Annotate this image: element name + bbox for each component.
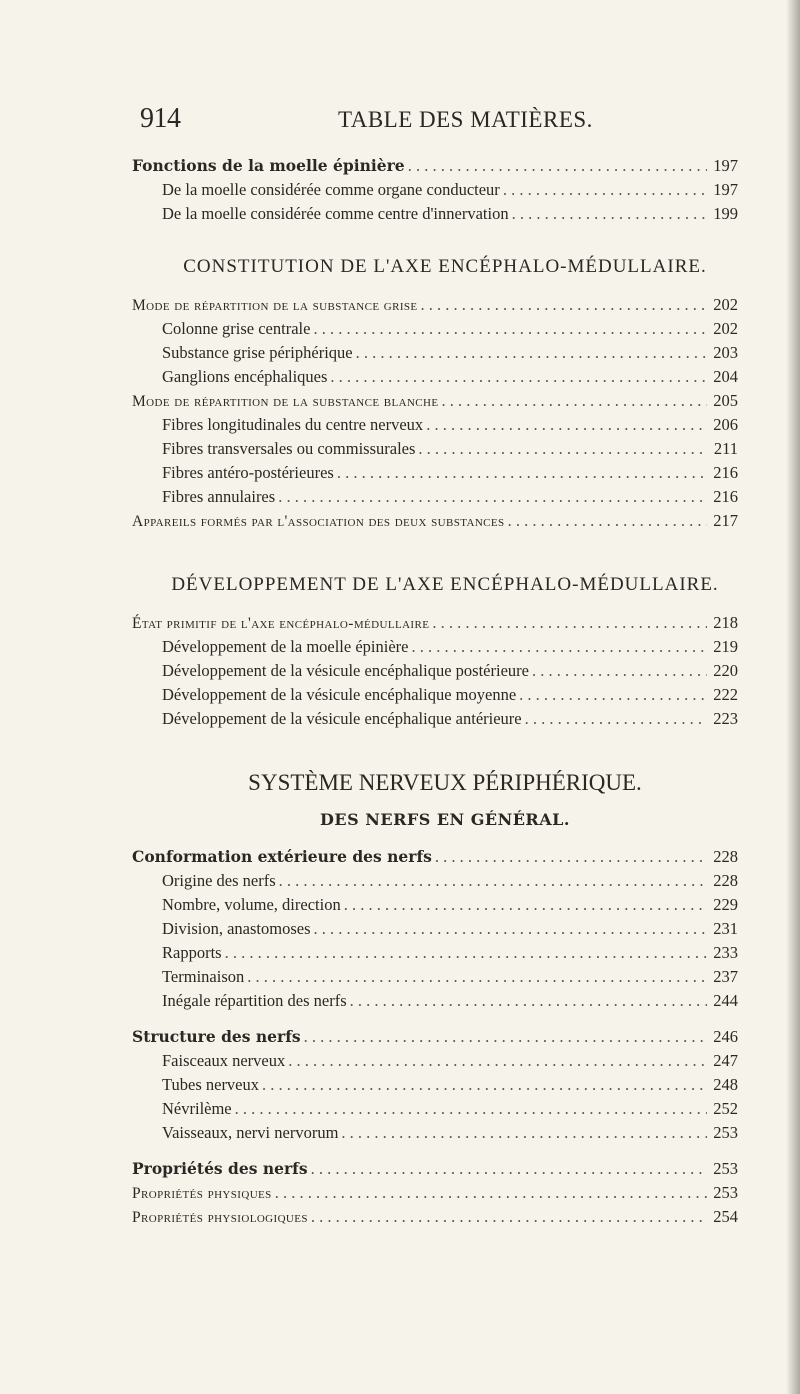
toc-entry-page: 222 [713,685,738,704]
toc-entry [132,485,738,509]
toc-entry-page: 248 [713,1075,738,1094]
toc-entry-label: Structure des nerfs [132,1027,301,1046]
dot-leader [304,1025,707,1049]
toc-entry-page: 247 [713,1051,738,1070]
toc-entry-page: 218 [713,613,738,632]
dot-leader [512,202,707,226]
toc-entry-page: 231 [713,919,738,938]
toc-entry [132,1205,738,1229]
toc-entry-page: 253 [713,1183,738,1202]
toc-entry-label: Mode de répartition de la substance blanche [132,393,439,410]
toc-entry [132,202,738,226]
toc-block-4 [132,845,738,1013]
dot-leader [288,1049,707,1073]
dot-leader [519,683,707,707]
toc-entry-label: Fibres longitudinales du centre nerveux [162,415,424,434]
toc-entry [132,154,738,178]
toc-entry-page: 206 [713,415,738,434]
toc-entry-label: Propriétés des nerfs [132,1159,308,1178]
dot-leader [435,845,707,869]
toc-entry-page: 205 [713,391,738,410]
toc-entry-page: 233 [713,943,738,962]
toc-entry-page: 244 [713,991,738,1010]
toc-entry [132,917,738,941]
toc-entry-page: 204 [713,367,738,386]
dot-leader [421,293,707,317]
page-number: 914 [140,103,181,134]
section-title-developpement: DÉVELOPPEMENT DE L'AXE ENCÉPHALO-MÉDULLAIRE. [171,574,719,595]
toc-entry-label: Développement de la vésicule encéphalique antérieure [162,709,522,728]
toc-entry [132,461,738,485]
dot-leader [341,1121,707,1145]
page-header [140,103,740,143]
toc-entry-page: 252 [713,1099,738,1118]
toc-entry-label: Fibres annulaires [162,487,276,506]
toc-entry-label: Fibres transversales ou commissurales [162,439,416,458]
dot-leader [313,317,707,341]
dot-leader [432,611,707,635]
section-title-constitution: CONSTITUTION DE L'AXE ENCÉPHALO-MÉDULLAIRE. [183,256,707,277]
toc-entry-label: Névrilème [162,1099,232,1118]
toc-entry [132,635,738,659]
toc-entry [132,845,738,869]
dot-leader [225,941,707,965]
toc-entry-label: Ganglions encéphaliques [162,367,328,386]
dot-leader [525,707,707,731]
toc-entry [132,1157,738,1181]
toc-entry-page: 228 [713,847,738,866]
toc-entry [132,683,738,707]
toc-entry [132,1025,738,1049]
toc-entry [132,1121,738,1145]
toc-entry [132,941,738,965]
toc-content [132,154,738,1229]
dot-leader [262,1073,707,1097]
toc-entry [132,178,738,202]
toc-entry [132,317,738,341]
dot-leader [344,893,707,917]
toc-entry-label: Mode de répartition de la substance grise [132,297,418,314]
toc-entry [132,893,738,917]
dot-leader [408,154,707,178]
toc-entry-page: 229 [713,895,738,914]
toc-entry-label: Division, anastomoses [162,919,311,938]
dot-leader [411,635,707,659]
toc-entry [132,293,738,317]
toc-entry [132,341,738,365]
toc-entry-label: Tubes nerveux [162,1075,260,1094]
toc-entry-label: Fibres antéro-postérieures [162,463,334,482]
toc-entry-label: Colonne grise centrale [162,319,311,338]
dot-leader [330,365,707,389]
toc-entry-page: 202 [713,319,738,338]
dot-leader [235,1097,707,1121]
toc-entry-page: 246 [713,1027,738,1046]
dot-leader [508,509,707,533]
toc-entry-label: Développement de la moelle épinière [162,637,409,656]
toc-entry-label: Propriétés physiologiques [132,1209,308,1226]
toc-entry-page: 253 [713,1123,738,1142]
page-edge-shadow [786,0,800,1394]
toc-entry-page: 199 [713,204,738,223]
toc-entry [132,869,738,893]
toc-entry-page: 197 [713,156,738,175]
dot-leader [311,1205,707,1229]
toc-entry-label: Fonctions de la moelle épinière [132,156,405,175]
toc-entry-page: 228 [713,871,738,890]
toc-entry [132,659,738,683]
dot-leader [275,1181,707,1205]
toc-entry-label: Inégale répartition des nerfs [162,991,347,1010]
toc-entry-page: 217 [713,511,738,530]
dot-leader [279,869,707,893]
toc-entry-label: Appareils formés par l'association des deux substances [132,513,505,530]
toc-entry-page: 219 [713,637,738,656]
toc-entry-label: Terminaison [162,967,245,986]
toc-entry-label: Rapports [162,943,222,962]
dot-leader [356,341,707,365]
toc-entry [132,611,738,635]
toc-entry [132,389,738,413]
toc-entry-label: Propriétés physiques [132,1185,272,1202]
toc-entry-label: De la moelle considérée comme organe conducteur [162,180,500,199]
toc-entry-page: 254 [713,1207,738,1226]
toc-entry [132,989,738,1013]
toc-entry [132,413,738,437]
dot-leader [314,917,708,941]
dot-leader [532,659,707,683]
toc-block-2 [132,293,738,533]
toc-entry-label: Vaisseaux, nervi nervorum [162,1123,339,1142]
toc-entry-label: État primitif de l'axe encéphalo-médullaire [132,615,430,632]
dot-leader [418,437,707,461]
dot-leader [426,413,707,437]
toc-entry-page: 216 [713,487,738,506]
toc-entry-page: 220 [713,661,738,680]
toc-entry-page: 203 [713,343,738,362]
toc-entry-page: 211 [713,439,738,458]
toc-entry [132,707,738,731]
toc-block-6 [132,1157,738,1229]
dot-leader [337,461,707,485]
dot-leader [442,389,707,413]
toc-entry [132,965,738,989]
toc-entry [132,1073,738,1097]
toc-entry [132,1181,738,1205]
dot-leader [278,485,707,509]
toc-entry-label: Faisceaux nerveux [162,1051,286,1070]
toc-block-5 [132,1025,738,1145]
toc-entry-label: Conformation extérieure des nerfs [132,847,432,866]
toc-entry-label: Développement de la vésicule encéphalique postérieure [162,661,529,680]
toc-entry-label: De la moelle considérée comme centre d'innervation [162,204,509,223]
toc-entry-label: Développement de la vésicule encéphalique moyenne [162,685,517,704]
toc-entry [132,509,738,533]
toc-entry-page: 223 [713,709,738,728]
section-subtitle-nerfs: DES NERFS EN GÉNÉRAL. [320,810,570,829]
dot-leader [350,989,707,1013]
toc-entry-label: Nombre, volume, direction [162,895,341,914]
toc-entry [132,365,738,389]
toc-entry [132,1049,738,1073]
running-title: TABLE DES MATIÈRES. [338,107,593,132]
dot-leader [311,1157,707,1181]
dot-leader [247,965,707,989]
section-title-systeme-nerveux: SYSTÈME NERVEUX PÉRIPHÉRIQUE. [248,770,642,795]
toc-entry-page: 202 [713,295,738,314]
toc-entry-page: 197 [713,180,738,199]
toc-entry-page: 216 [713,463,738,482]
toc-entry-label: Substance grise périphérique [162,343,353,362]
toc-entry-label: Origine des nerfs [162,871,276,890]
toc-entry-page: 237 [713,967,738,986]
toc-entry-page: 253 [713,1159,738,1178]
toc-entry [132,1097,738,1121]
toc-entry [132,437,738,461]
dot-leader [503,178,707,202]
toc-block-3 [132,611,738,731]
toc-block-1 [132,154,738,226]
